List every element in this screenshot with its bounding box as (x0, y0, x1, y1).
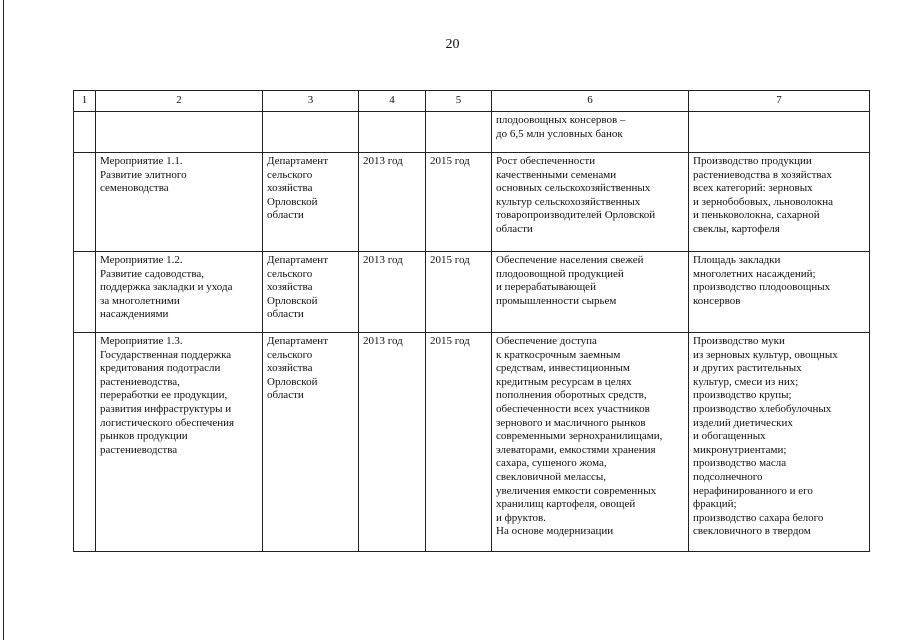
program-measures-table (73, 90, 870, 552)
table-header-row (74, 91, 870, 112)
indicator-cell: Площадь закладки многолетних насаждений; производство плодоовощных консервов (689, 252, 870, 333)
column-header: 7 (689, 91, 870, 112)
end-year-cell: 2015 год (426, 153, 492, 252)
end-year-cell (426, 112, 492, 153)
table-row (74, 252, 870, 333)
expected-result-cell: Обеспечение доступа к краткосрочным заемным средствам, инвестиционным кредитным ресурсам в целях пополнения оборотных средств, обеспеченности всех участников зернового и масличного рынков современными зернохранилищами, элеваторами, емкостями хранения сахара, сушеного жома, свекловичной мелассы, увеличения емкости современных хранилищ картофеля, овощей и фруктов. На основе модернизации (492, 333, 689, 552)
row-number-cell (74, 112, 96, 153)
row-number-cell (74, 333, 96, 552)
end-year-cell: 2015 год (426, 333, 492, 552)
expected-result-cell: Обеспечение населения свежей плодоовощной продукцией и перерабатывающей промышленности сырьем (492, 252, 689, 333)
page-number: 20 (445, 37, 460, 52)
measure-name-cell: Мероприятие 1.2. Развитие садоводства, поддержка закладки и ухода за многолетними насаждениями (96, 252, 263, 333)
measure-name-cell: Мероприятие 1.3. Государственная поддержка кредитования подотрасли растениеводства, переработки ее продукции, развития инфраструктуры и логистического обеспечения рынков продукции растениеводства (96, 333, 263, 552)
column-header: 1 (74, 91, 96, 112)
start-year-cell: 2013 год (359, 153, 426, 252)
start-year-cell (359, 112, 426, 153)
start-year-cell: 2013 год (359, 252, 426, 333)
column-header: 6 (492, 91, 689, 112)
row-number-cell (74, 153, 96, 252)
column-header: 3 (263, 91, 359, 112)
indicator-cell: Производство продукции растениеводства в хозяйствах всех категорий: зерновых и зернобобовых, льноволокна и пеньковолокна, сахарной свеклы, картофеля (689, 153, 870, 252)
executor-cell: Департамент сельского хозяйства Орловской области (263, 153, 359, 252)
page-margin-line (3, 0, 4, 640)
expected-result-cell: плодоовощных консервов – до 6,5 млн условных банок (492, 112, 689, 153)
end-year-cell: 2015 год (426, 252, 492, 333)
executor-cell: Департамент сельского хозяйства Орловской области (263, 333, 359, 552)
executor-cell: Департамент сельского хозяйства Орловской области (263, 252, 359, 333)
table-row (74, 333, 870, 552)
measure-name-cell: Мероприятие 1.1. Развитие элитного семеноводства (96, 153, 263, 252)
expected-result-cell: Рост обеспеченности качественными семенами основных сельскохозяйственных культур сельскохозяйственных товаропроизводителей Орловской области (492, 153, 689, 252)
column-header: 2 (96, 91, 263, 112)
indicator-cell: Производство муки из зерновых культур, овощных и других растительных культур, смеси из них; производство крупы; производство хлебобулочных изделий диетических и обогащенных микронутриентами; производство масла подсолнечного нерафинированного и его фракций; производство сахара белого свекловичного в твердом (689, 333, 870, 552)
row-number-cell (74, 252, 96, 333)
indicator-cell (689, 112, 870, 153)
measure-name-cell (96, 112, 263, 153)
executor-cell (263, 112, 359, 153)
table-row (74, 153, 870, 252)
start-year-cell: 2013 год (359, 333, 426, 552)
table-row (74, 112, 870, 153)
column-header: 4 (359, 91, 426, 112)
column-header: 5 (426, 91, 492, 112)
